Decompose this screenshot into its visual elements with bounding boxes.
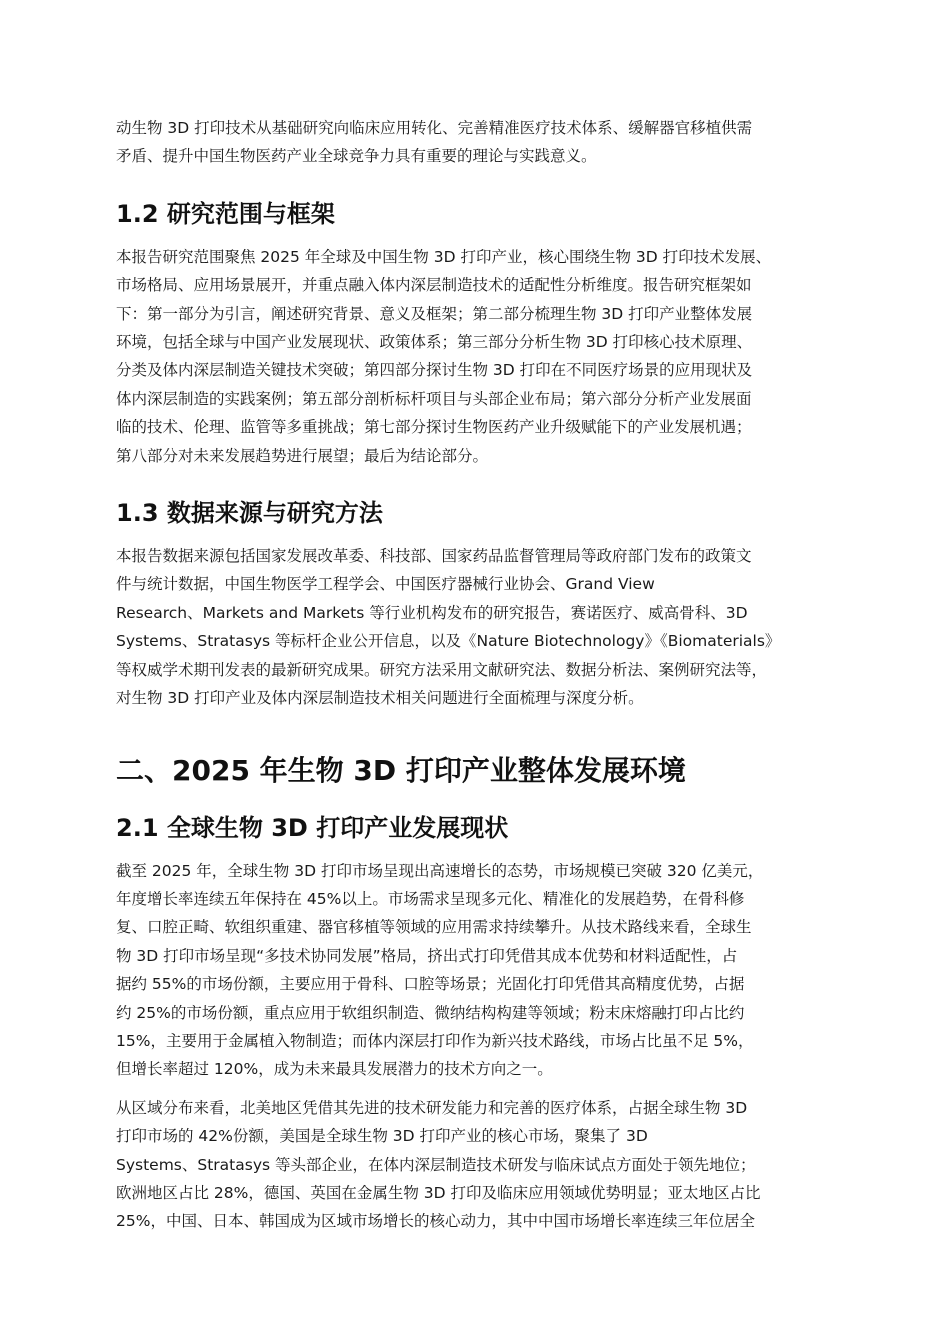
text-line: 临的技术、伦理、监管等多重挑战；第七部分探讨生物医药产业升级赋能下的产业发展机遇； <box>116 418 752 437</box>
text-line: 动生物 3D 打印技术从基础研究向临床应用转化、完善精准医疗技术体系、缓解器官移植供需 <box>116 119 753 137</box>
text-line: 约 25%的市场份额，重点应用于软组织制造、微纳结构构建等领域；粉末床熔融打印占比约 <box>116 1003 745 1022</box>
section-1-2-paragraph <box>116 243 844 470</box>
section-heading-1-2: 1.2 研究范围与框架 <box>116 199 335 228</box>
text-line: 欧洲地区占比 28%，德国、英国在金属生物 3D 打印及临床应用领域优势明显；亚太地区占比 <box>116 1183 761 1202</box>
text-line: Systems、Stratasys 等头部企业，在体内深层制造技术研发与临床试点方面处于领先地位； <box>116 1155 756 1174</box>
text-line: 第八部分对未来发展趋势进行展望；最后为结论部分。 <box>116 446 489 465</box>
section-heading-2-1: 2.1 全球生物 3D 打印产业发展现状 <box>116 813 509 842</box>
text-line: 据约 55%的市场份额，主要应用于骨科、口腔等场景；光固化打印凭借其高精度优势，占据 <box>116 975 745 994</box>
text-line: 本报告研究范围聚焦 2025 年全球及中国生物 3D 打印产业，核心围绕生物 3D 打印技术发展、 <box>116 247 772 266</box>
text-line: 但增长率超过 120%，成为未来最具发展潜力的技术方向之一。 <box>116 1060 553 1079</box>
document-page <box>116 114 844 1236</box>
text-line: 体内深层制造的实践案例；第五部分剖析标杆项目与头部企业布局；第六部分分析产业发展面 <box>116 389 752 408</box>
text-line: 打印市场的 42%份额，美国是全球生物 3D 打印产业的核心市场，聚集了 3D <box>116 1127 648 1146</box>
text-line: 复、口腔正畸、软组织重建、器官移植等领域的应用需求持续攀升。从技术路线来看，全球生 <box>116 918 752 937</box>
text-line: 市场格局、应用场景展开，并重点融入体内深层制造技术的适配性分析维度。报告研究框架如 <box>116 276 752 295</box>
text-line: Research、Markets and Markets 等行业机构发布的研究报告，赛诺医疗、威高骨科、3D <box>116 603 748 622</box>
section-2-1-paragraph-1 <box>116 857 844 1084</box>
text-line: 件与统计数据，中国生物医学工程学会、中国医疗器械行业协会、Grand View <box>116 575 655 594</box>
text-line: 环境，包括全球与中国产业发展现状、政策体系；第三部分分析生物 3D 打印核心技术原理、 <box>116 333 753 352</box>
intro-tail-paragraph <box>116 114 844 171</box>
text-line: 25%，中国、日本、韩国成为区域市场增长的核心动力，其中中国市场增长率连续三年位居全 <box>116 1212 755 1231</box>
text-line: 矛盾、提升中国生物医药产业全球竞争力具有重要的理论与实践意义。 <box>116 147 597 166</box>
chapter-heading-2: 二、2025 年生物 3D 打印产业整体发展环境 <box>116 753 686 787</box>
text-line: 对生物 3D 打印产业及体内深层制造技术相关问题进行全面梳理与深度分析。 <box>116 689 644 708</box>
text-line: 年度增长率连续五年保持在 45%以上。市场需求呈现多元化、精准化的发展趋势，在骨科修 <box>116 889 745 908</box>
section-heading-1-3: 1.3 数据来源与研究方法 <box>116 499 383 528</box>
section-2-1-paragraph-2 <box>116 1094 844 1236</box>
text-line: 截至 2025 年，全球生物 3D 打印市场呈现出高速增长的态势，市场规模已突破 320 亿美元， <box>116 861 764 880</box>
text-line: 分类及体内深层制造关键技术突破；第四部分探讨生物 3D 打印在不同医疗场景的应用现状及 <box>116 361 753 380</box>
text-line: 15%，主要用于金属植入物制造；而体内深层打印作为新兴技术路线，市场占比虽不足 5%， <box>116 1031 754 1050</box>
text-line: 从区域分布来看，北美地区凭借其先进的技术研发能力和完善的医疗体系，占据全球生物 3D <box>116 1098 748 1117</box>
text-line: 下：第一部分为引言，阐述研究背景、意义及框架；第二部分梳理生物 3D 打印产业整体发展 <box>116 304 753 323</box>
section-1-3-paragraph <box>116 542 844 712</box>
text-line: 等权威学术期刊发表的最新研究成果。研究方法采用文献研究法、数据分析法、案例研究法等， <box>116 660 768 679</box>
text-line: 本报告数据来源包括国家发展改革委、科技部、国家药品监督管理局等政府部门发布的政策文 <box>116 547 752 566</box>
text-line: 物 3D 打印市场呈现“多技术协同发展”格局，挤出式打印凭借其成本优势和材料适配性，占 <box>116 946 738 965</box>
text-line: Systems、Stratasys 等标杆企业公开信息，以及《Nature Biotechnology》《Biomaterials》 <box>116 632 781 651</box>
